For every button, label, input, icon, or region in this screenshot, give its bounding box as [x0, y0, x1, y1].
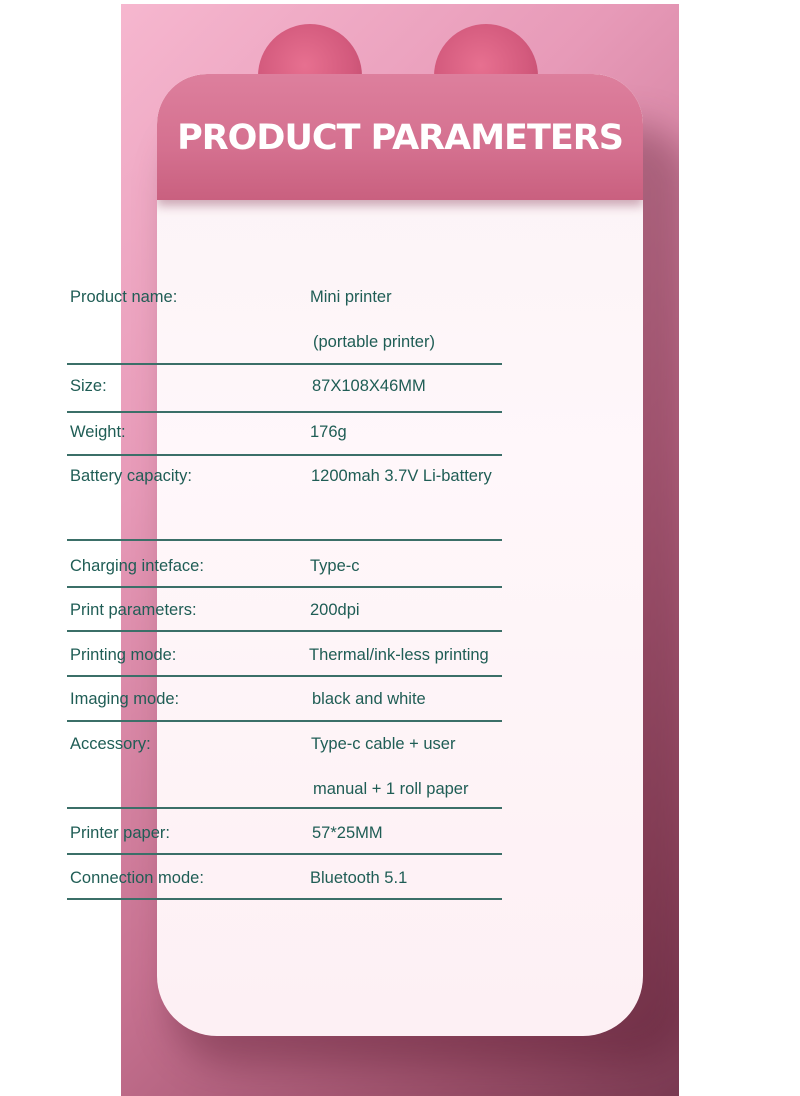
row-divider [67, 454, 502, 456]
row-value: 57*25MM [312, 824, 383, 842]
row-divider [67, 720, 502, 722]
row-value: 1200mah 3.7V Li-battery [311, 467, 492, 485]
row-divider [67, 807, 502, 809]
row-value: Thermal/ink-less printing [309, 646, 489, 664]
row-value: 176g [310, 423, 347, 441]
row-label: Product name: [70, 288, 178, 306]
row-label: Size: [70, 377, 107, 395]
row-value: 87X108X46MM [312, 377, 426, 395]
row-divider [67, 539, 502, 541]
row-value-line2: (portable printer) [313, 333, 435, 351]
row-value-line2: manual + 1 roll paper [313, 780, 469, 798]
row-value: 200dpi [310, 601, 360, 619]
row-label: Weight: [70, 423, 126, 441]
card-header [157, 74, 643, 200]
background-panel [121, 4, 679, 1096]
parameters-card [157, 74, 643, 1036]
row-divider [67, 853, 502, 855]
row-divider [67, 898, 502, 900]
row-label: Battery capacity: [70, 467, 192, 485]
row-value: Type-c [310, 557, 360, 575]
row-divider [67, 411, 502, 413]
row-value: Bluetooth 5.1 [310, 869, 408, 887]
row-label: Imaging mode: [70, 690, 180, 708]
page-title: PRODUCT PARAMETERS [177, 118, 623, 158]
row-divider [67, 675, 502, 677]
row-label: Charging inteface: [70, 557, 204, 575]
row-label: Connection mode: [70, 869, 204, 887]
row-label: Printer paper: [70, 824, 170, 842]
row-value: Type-c cable + user [311, 735, 456, 753]
row-divider [67, 586, 502, 588]
row-label: Printing mode: [70, 646, 177, 664]
row-value: Mini printer [310, 288, 392, 306]
row-divider [67, 363, 502, 365]
row-divider [67, 630, 502, 632]
row-label: Accessory: [70, 735, 151, 753]
row-label: Print parameters: [70, 601, 197, 619]
row-value: black and white [312, 690, 426, 708]
